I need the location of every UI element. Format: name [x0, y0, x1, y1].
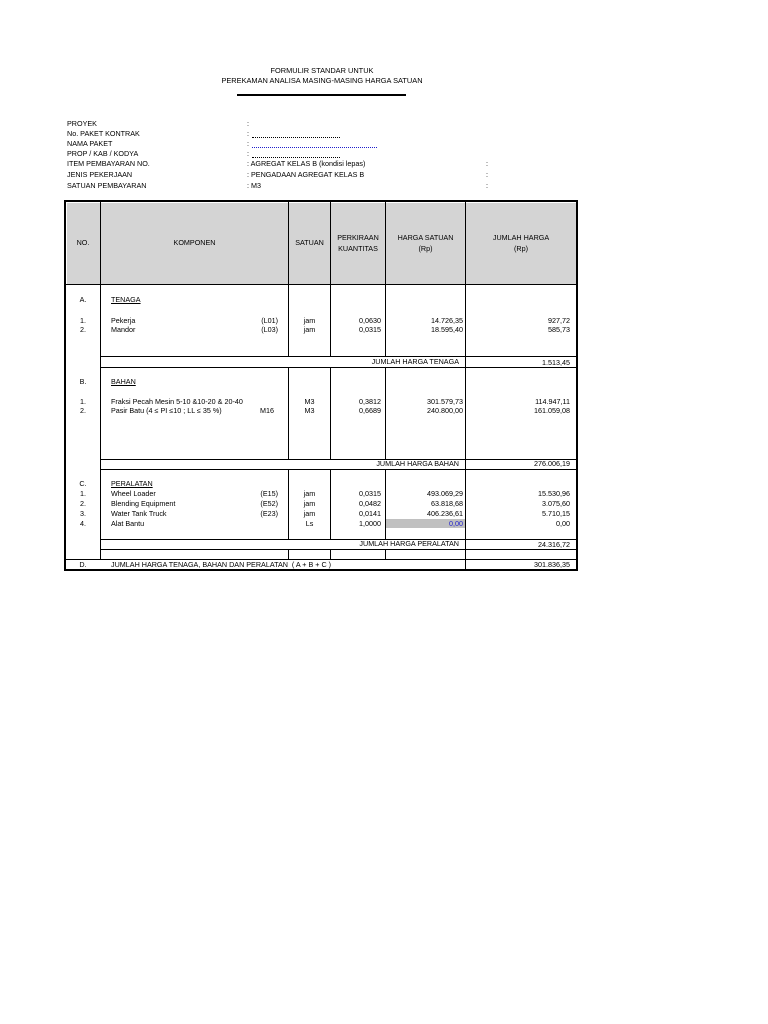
row-name: Alat Bantu [111, 519, 145, 528]
row-unit: jam [303, 509, 316, 518]
form-title-line2: PEREKAMAN ANALISA MASING-MASING HARGA SATUAN [221, 76, 423, 85]
subtotal-tenaga: 1.513,45 [542, 358, 570, 367]
header-jumlah-1: JUMLAH HARGA [492, 233, 550, 242]
row-qty: 0,0141 [359, 509, 381, 518]
row-qty: 0,0315 [359, 325, 381, 334]
row-total: 3.075,60 [542, 499, 570, 508]
row-price: 18.595,40 [431, 325, 463, 334]
subtotal-bahan: 276.006,19 [534, 459, 570, 468]
row-price: 14.726,35 [431, 316, 463, 325]
info-value-prop-kab: : [247, 149, 249, 158]
info-value-paket-kontrak: : [247, 129, 249, 138]
info-label-satuan-pembayaran: SATUAN PEMBAYARAN [67, 181, 147, 190]
row-no: 2. [80, 325, 86, 334]
info-extra-jenis-pekerjaan: : [486, 170, 488, 179]
row-qty: 0,3812 [359, 397, 381, 406]
header-jumlah-2: (Rp) [514, 244, 528, 253]
section-c-code: C. [79, 479, 87, 488]
row-unit: M3 [304, 397, 315, 406]
info-label-item-pembayaran: ITEM PEMBAYARAN NO. [67, 159, 150, 168]
row-name: Fraksi Pecah Mesin 5-10 &10-20 & 20-40 [111, 397, 243, 406]
section-b-code: B. [79, 377, 87, 386]
info-value-proyek: : [247, 119, 249, 128]
row-no: 2. [80, 499, 86, 508]
row-code: (L03) [261, 325, 278, 334]
section-a-code: A. [79, 295, 87, 304]
row-unit: jam [303, 325, 316, 334]
row-no: 1. [80, 397, 86, 406]
header-kuantitas-1: PERKIRAAN [337, 233, 379, 242]
row-price: 406.236,61 [427, 509, 463, 518]
table-top-border [64, 200, 578, 202]
header-harga-1: HARGA SATUAN [397, 233, 454, 242]
row-name: Pasir Batu (4 ≤ PI ≤10 ; LL ≤ 35 %) [111, 406, 222, 415]
col-line-komponen-c2 [288, 550, 289, 559]
row-no: 1. [80, 316, 86, 325]
row-unit: Ls [305, 519, 314, 528]
row-total: 585,73 [548, 325, 570, 334]
info-label-paket-kontrak: No. PAKET KONTRAK [67, 129, 140, 138]
subtotal-label-peralatan: JUMLAH HARGA PERALATAN [359, 539, 459, 548]
row-price-highlighted[interactable]: 0,00 [449, 519, 463, 528]
header-satuan: SATUAN [295, 238, 324, 247]
section-d-code: D. [79, 560, 87, 569]
section-a-title: TENAGA [111, 295, 141, 304]
row-code: (E52) [260, 499, 278, 508]
row-qty: 0,6689 [359, 406, 381, 415]
row-total: 114.947,11 [535, 397, 570, 406]
form-title-line1: FORMULIR STANDAR UNTUK [270, 66, 374, 75]
subtotal-label-tenaga: JUMLAH HARGA TENAGA [371, 357, 459, 366]
row-qty: 1,0000 [359, 519, 381, 528]
row-total: 0,00 [556, 519, 570, 528]
subtotal-label-bahan: JUMLAH HARGA BAHAN [376, 459, 459, 468]
row-no: 1. [80, 489, 86, 498]
subtotal-peralatan: 24.316,72 [538, 540, 570, 549]
row-code: M16 [260, 406, 274, 415]
row-total: 5.710,15 [542, 509, 570, 518]
section-c-title: PERALATAN [111, 479, 153, 488]
info-value-nama-paket: : [247, 139, 249, 148]
header-no: NO. [76, 238, 90, 247]
row-total: 15.530,96 [538, 489, 570, 498]
col-line-kuantitas-c2 [385, 550, 386, 559]
fill-line-nama-paket [252, 147, 377, 148]
col-line-no [100, 202, 101, 559]
header-harga-2: (Rp) [418, 244, 433, 253]
row-no: 2. [80, 406, 86, 415]
col-line-satuan-c2 [330, 550, 331, 559]
row-unit: jam [303, 316, 316, 325]
table-right-border [576, 200, 578, 571]
row-name: Pekerja [111, 316, 136, 325]
row-qty: 0,0315 [359, 489, 381, 498]
row-qty: 0,0482 [359, 499, 381, 508]
line-b-subtotal-bottom [100, 469, 576, 470]
row-name: Wheel Loader [111, 489, 156, 498]
header-kuantitas-2: KUANTITAS [338, 244, 378, 253]
fill-line-paket-kontrak [252, 137, 340, 138]
row-code: (E23) [260, 509, 278, 518]
row-price: 301.579,73 [427, 397, 463, 406]
fill-line-prop-kab [252, 157, 340, 158]
row-price: 240.800,00 [427, 406, 463, 415]
row-name: Blending Equipment [111, 499, 176, 508]
info-extra-item-pembayaran: : [486, 159, 488, 168]
grand-total-label: JUMLAH HARGA TENAGA, BAHAN DAN PERALATAN ( A + B + C ) [111, 560, 332, 569]
info-value-jenis-pekerjaan: : PENGADAAN AGREGAT KELAS B [247, 170, 365, 179]
row-no: 4. [80, 519, 86, 528]
row-price: 493.069,29 [427, 489, 463, 498]
row-no: 3. [80, 509, 86, 518]
row-total: 161.059,08 [534, 406, 570, 415]
info-label-prop-kab: PROP / KAB / KODYA [67, 149, 139, 158]
row-name: Water Tank Truck [111, 509, 167, 518]
info-extra-satuan-pembayaran: : [486, 181, 488, 190]
info-label-proyek: PROYEK [67, 119, 97, 128]
info-value-item-pembayaran: : AGREGAT KELAS B (kondisi lepas) [247, 159, 366, 168]
row-unit: jam [303, 489, 316, 498]
row-unit: jam [303, 499, 316, 508]
row-price: 63.818,68 [431, 499, 463, 508]
row-qty: 0,0630 [359, 316, 381, 325]
header-divider [64, 284, 578, 285]
row-code: (L01) [261, 316, 278, 325]
grand-total: 301.836,35 [534, 560, 570, 569]
row-unit: M3 [304, 406, 315, 415]
info-label-nama-paket: NAMA PAKET [67, 139, 113, 148]
info-label-jenis-pekerjaan: JENIS PEKERJAAN [67, 170, 133, 179]
header-komponen: KOMPONEN [173, 238, 216, 247]
row-name: Mandor [111, 325, 136, 334]
row-code: (E15) [260, 489, 278, 498]
row-total: 927,72 [548, 316, 570, 325]
section-b-title: BAHAN [111, 377, 136, 386]
title-underline [237, 94, 406, 96]
info-value-satuan-pembayaran: : M3 [247, 181, 261, 190]
